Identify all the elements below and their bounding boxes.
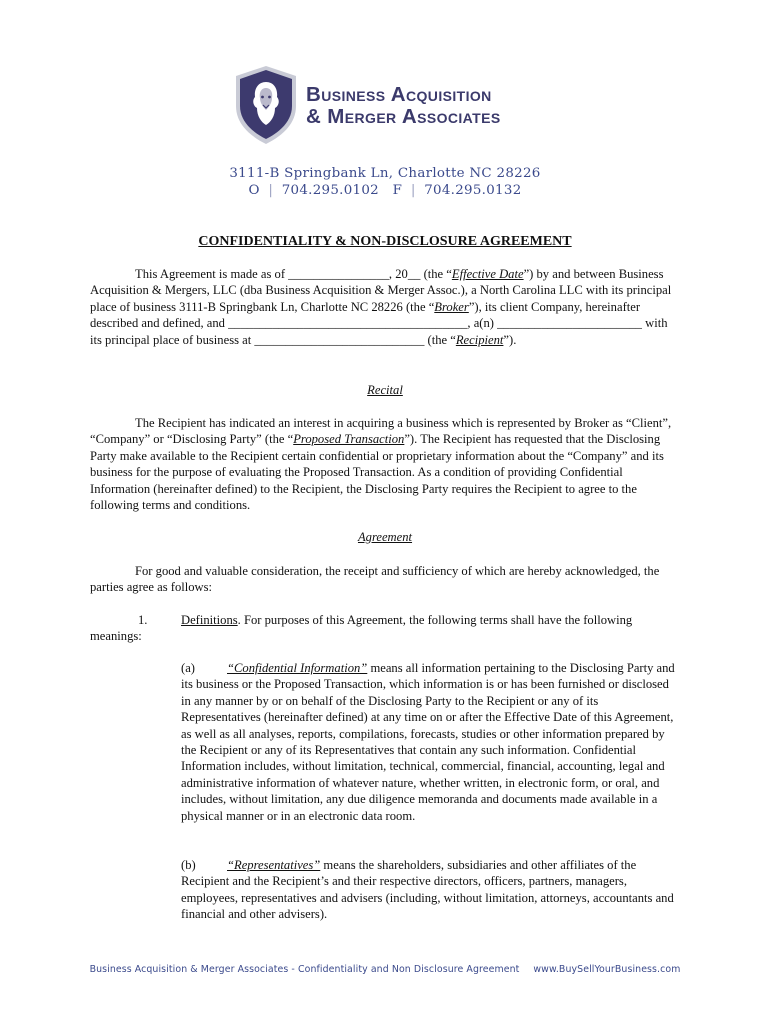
intro-text-3: ”), its client Company, hereinafter described and defined, and ______________________________________, a(n) _______________________ with its principal place of business at ___________________________ (the “ <box>90 299 668 347</box>
broker-term: Broker <box>434 299 469 314</box>
section-1 <box>90 612 680 645</box>
item-text: means all information pertaining to the Disclosing Party and its business or the Proposed Transaction, which information is or has been furnished or disclosed in any manner by or on behalf of the Disclosing Party to the Recipient or any of its Representatives (hereinafter defined) at any time on or after the Effective Date of this Agreement, as well as all analyses, reports, compilations, forecasts, studies or other information prepared by the Recipient or any of its Representatives that contain any such information. Confidential Information includes, without limitation, technical, commercial, financial, accounting, legal and administrative information of whatever nature, whether written, in electronic form, or oral, and includes, without limitation, any due diligence memoranda and documents made available in a physical manner or in an electronic data room. <box>181 661 675 823</box>
recipient-term: Recipient <box>455 332 504 347</box>
brand-name <box>306 84 501 128</box>
page-footer <box>0 964 770 975</box>
intro-text-2: ”) by and between Business Acquisition & Mergers, LLC (dba Business Acquisition & Merger Assoc.), a North Carolina LLC with its principal place of business 3111-B Springbank Ln, Charlotte NC 28226 (the “ <box>90 267 672 314</box>
brand-line-1: Business Acquisition <box>306 83 492 106</box>
section-text: . For purposes of this Agreement, the following terms shall have the following meanings: <box>90 613 633 644</box>
office-phone: 704.295.0102 <box>281 183 379 198</box>
item-label: (a) <box>181 661 195 675</box>
item-label: (b) <box>181 858 196 872</box>
recital-text-2: ”). The Recipient has requested that the Disclosing Party make available to the Recipient certain confidential or proprietary information about the “Company” and its business for the purpose of evaluating the Proposed Transaction. As a condition of providing Confidential Information (hereinafter defined) to the Recipient, the Disclosing Party requires the Recipient to agree to the following terms and conditions. <box>90 432 664 513</box>
phone-line <box>0 183 770 198</box>
fax-phone: 704.295.0132 <box>424 183 522 198</box>
defined-term: “Confidential Information” <box>227 661 368 675</box>
fax-label: F <box>392 183 403 198</box>
definition-item-b <box>181 857 679 923</box>
recital-paragraph <box>90 415 680 513</box>
address-line: 3111-B Springbank Ln, Charlotte NC 28226 <box>229 166 541 181</box>
effective-date-term: Effective Date <box>451 267 524 281</box>
proposed-transaction-term: Proposed Transaction <box>293 432 405 447</box>
section-number: 1. <box>138 613 148 627</box>
separator: | <box>268 183 274 198</box>
item-text: means the shareholders, subsidiaries and other affiliates of the Recipient and the Recipient’s and their respective directors, officers, partners, managers, employees, representatives and advisers (including, without limitation, attorneys, accountants and financial and other advisers). <box>181 858 674 922</box>
agreement-heading: Agreement <box>357 530 413 544</box>
separator: | <box>410 183 416 198</box>
brand-line-2: & Merger Associates <box>306 105 501 128</box>
footer-website: www.BuySellYourBusiness.com <box>533 964 681 975</box>
document-title: CONFIDENTIALITY & NON-DISCLOSURE AGREEMENT <box>198 234 572 249</box>
definition-item-a <box>181 660 679 824</box>
lion-shield-logo-icon <box>232 64 300 146</box>
office-label: O <box>248 183 260 198</box>
recital-text-1: The Recipient has indicated an interest in acquiring a business which is represented by Broker as “Client”, “Company” or “Disclosing Party” (the “ <box>90 416 672 447</box>
intro-text-1: This Agreement is made as of ________________, 20__ (the “ <box>135 267 452 281</box>
agreement-intro <box>90 563 680 596</box>
defined-term: “Representatives” <box>227 858 321 872</box>
intro-paragraph <box>90 266 680 348</box>
section-heading: Definitions <box>181 613 238 627</box>
intro-text-4: ”). <box>503 332 517 347</box>
recital-heading: Recital <box>367 383 403 397</box>
agreement-intro-text: For good and valuable consideration, the receipt and sufficiency of which are hereby acknowledged, the parties agree as follows: <box>90 564 660 595</box>
footer-title: Business Acquisition & Merger Associates - Confidentiality and Non Disclosure Agreement <box>89 964 520 975</box>
